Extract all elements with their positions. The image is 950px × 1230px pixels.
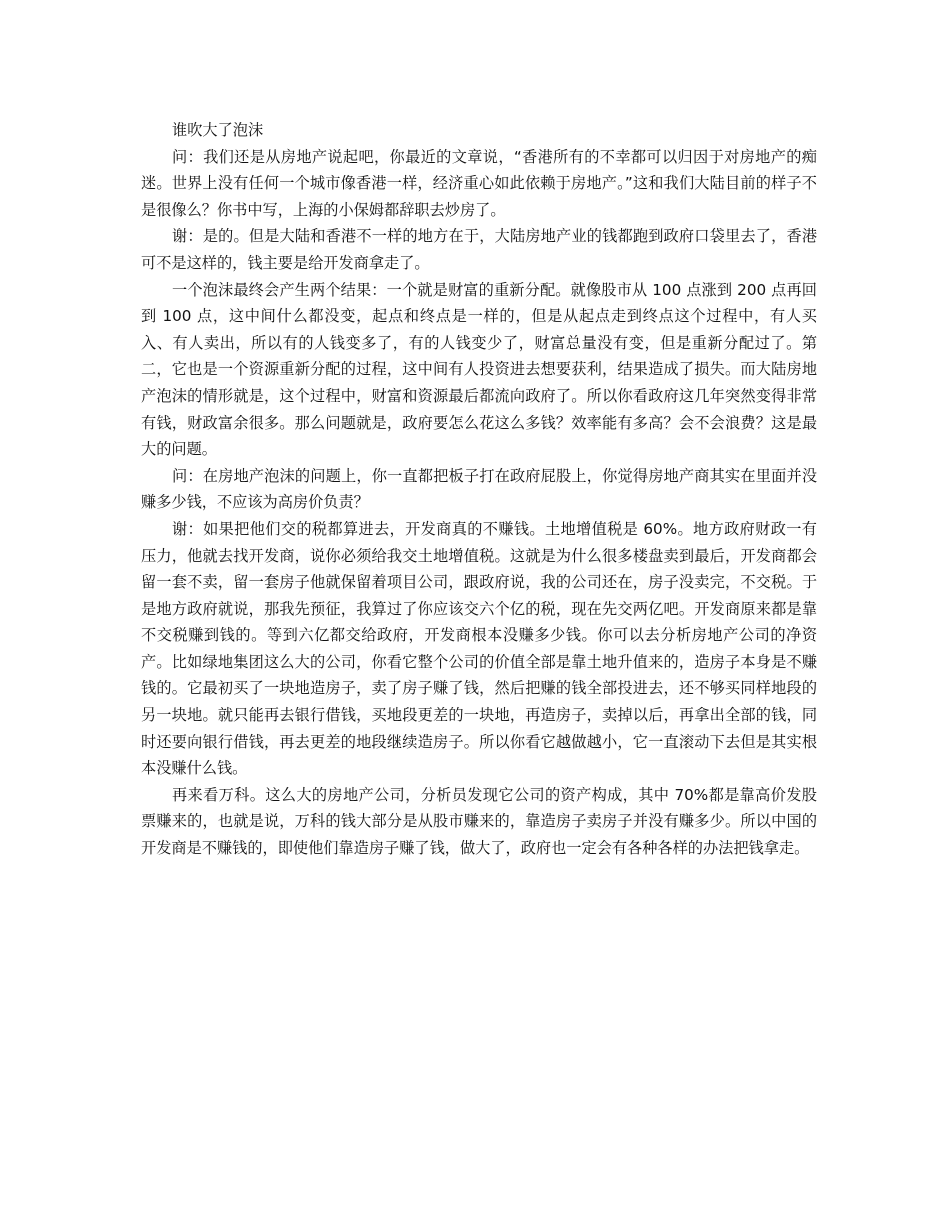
paragraph-answer-1-continued: 一个泡沫最终会产生两个结果：一个就是财富的重新分配。就像股市从 100 点涨到 200 点再回到 100 点，这中间什么都没变，起点和终点是一样的，但是从起点走到终点这个过程中，有人买入、有人卖出，所以有的人钱变多了，有的人钱变少了，财富总量没有变，但是重新分配过了。第二，它也是一个资源重新分配的过程，这中间有人投资进去想要获利，结果造成了损失。而大陆房地产泡沫的情形就是，这个过程中，财富和资源最后都流向政府了。所以你看政府这几年突然变得非常有钱，财政富余很多。那么问题就是，政府要怎么花这么多钱？效率能有多高？会不会浪费？这是最大的问题。: [141, 280, 817, 459]
paragraph-answer-1: 谢：是的。但是大陆和香港不一样的地方在于，大陆房地产业的钱都跑到政府口袋里去了，香港可不是这样的，钱主要是给开发商拿走了。: [141, 227, 817, 272]
article-body: [141, 117, 817, 862]
paragraph-answer-2: 谢：如果把他们交的税都算进去，开发商真的不赚钱。土地增值税是 60%。地方政府财政一有压力，他就去找开发商，说你必须给我交土地增值税。这就是为什么很多楼盘卖到最后，开发商都会留一套不卖，留一套房子他就保留着项目公司，跟政府说，我的公司还在，房子没卖完，不交税。于是地方政府就说，那我先预征，我算过了你应该交六个亿的税，现在先交两亿吧。开发商原来都是靠不交税赚到钱的。等到六亿都交给政府，开发商根本没赚多少钱。你可以去分析房地产公司的净资产。比如绿地集团这么大的公司，你看它整个公司的价值全部是靠土地升值来的，造房子本身是不赚钱的。它最初买了一块地造房子，卖了房子赚了钱，然后把赚的钱全部投进去，还不够买同样地段的另一块地。就只能再去银行借钱，买地段更差的一块地，再造房子，卖掉以后，再拿出全部的钱，同时还要向银行借钱，再去更差的地段继续造房子。所以你看它越做越小，它一直滚动下去但是其实根本没赚什么钱。: [141, 519, 817, 778]
article-title: 谁吹大了泡沫: [172, 121, 264, 139]
paragraph-answer-2-continued: 再来看万科。这么大的房地产公司，分析员发现它公司的资产构成，其中 70%都是靠高价发股票赚来的，也就是说，万科的钱大部分是从股市赚来的，靠造房子卖房子并没有赚多少。所以中国的开发商是不赚钱的，即使他们靠造房子赚了钱，做大了，政府也一定会有各种各样的办法把钱拿走。: [141, 785, 817, 858]
paragraph-question-2: 问：在房地产泡沫的问题上，你一直都把板子打在政府屁股上，你觉得房地产商其实在里面并没赚多少钱，不应该为高房价负责？: [141, 466, 817, 512]
paragraph-question-1: 问：我们还是从房地产说起吧，你最近的文章说，“香港所有的不幸都可以归因于对房地产的痴迷。世界上没有任何一个城市像香港一样，经济重心如此依赖于房地产。”这和我们大陆目前的样子不是很像么？你书中写，上海的小保姆都辞职去炒房了。: [141, 147, 817, 219]
